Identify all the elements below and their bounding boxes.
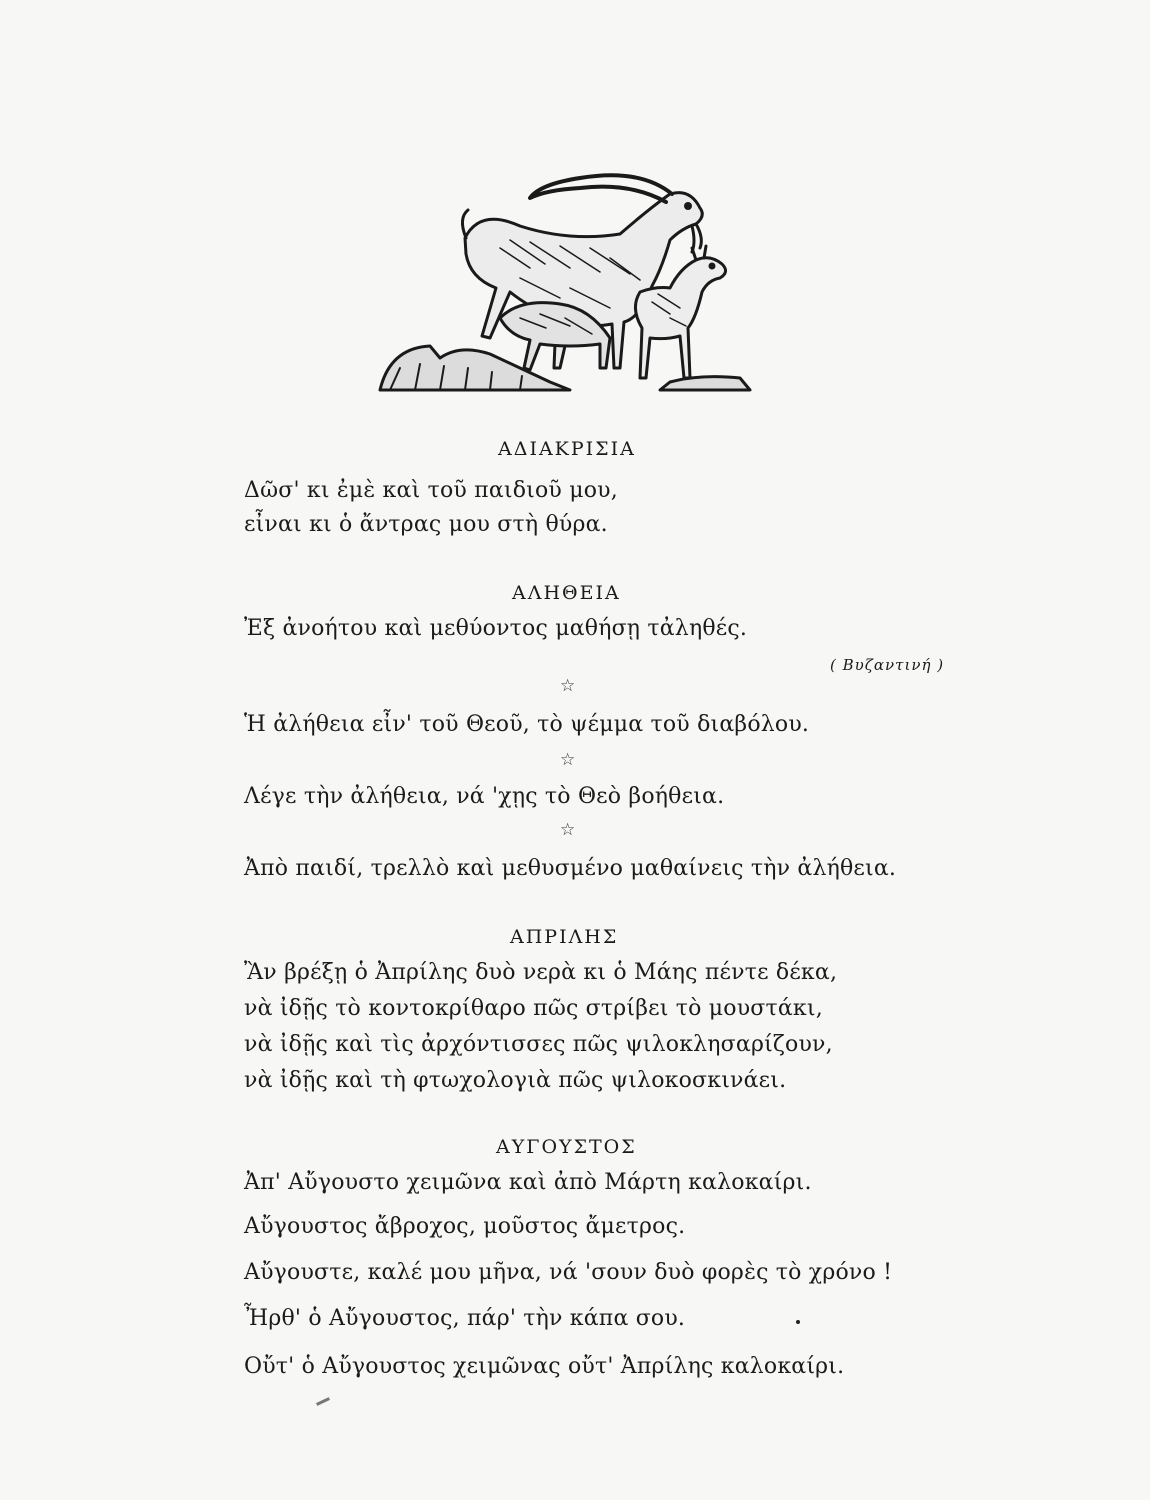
text-line: νὰ ἰδῇς καὶ τὴ φτωχολογιὰ πῶς ψιλοκοσκινάει. — [244, 1068, 787, 1093]
text-line: Αὔγουστε, καλέ μου μῆνα, νά 'σουν δυὸ φορὲς τὸ χρόνο ! — [244, 1260, 893, 1285]
text-line: Ἂν βρέξῃ ὁ Ἀπρίλης δυὸ νερὰ κι ὁ Μάης πέντε δέκα, — [244, 960, 838, 985]
text-line: Αὔγουστος ἄβροχος, μοῦστος ἄμετρος. — [244, 1214, 686, 1239]
section-heading: ΑΠΡΙΛΗΣ — [510, 926, 619, 948]
section-heading: ΑΥΓΟΥΣΤΟΣ — [496, 1136, 637, 1158]
text-line: νὰ ἰδῇς καὶ τὶς ἀρχόντισσες πῶς ψιλοκλησαρίζουν, — [244, 1032, 833, 1057]
text-line: Ἀπ' Αὔγουστο χειμῶνα καὶ ἀπὸ Μάρτη καλοκαίρι. — [244, 1170, 812, 1195]
goats-illustration-icon — [370, 168, 760, 400]
section-heading: ΑΛΗΘΕΙΑ — [512, 582, 621, 604]
ink-dot — [796, 1320, 800, 1324]
text-line: Ἡ ἀλήθεια εἶν' τοῦ Θεοῦ, τὸ ψέμμα τοῦ διαβόλου. — [244, 712, 810, 737]
star-separator: ☆ — [560, 676, 576, 696]
ink-mark — [316, 1397, 330, 1406]
star-separator: ☆ — [560, 820, 576, 840]
source-note: ( Βυζαντινή ) — [830, 656, 945, 674]
section-heading: ΑΔΙΑΚΡΙΣΙΑ — [498, 438, 636, 460]
text-line: νὰ ἰδῇς τὸ κοντοκρίθαρο πῶς στρίβει τὸ μουστάκι, — [244, 996, 823, 1021]
text-line: Δῶσ' κι ἐμὲ καὶ τοῦ παιδιοῦ μου, — [244, 478, 618, 503]
text-line: Ἦρθ' ὁ Αὔγουστος, πάρ' τὴν κάπα σου. — [244, 1306, 686, 1331]
text-line: Λέγε τὴν ἀλήθεια, νά 'χῃς τὸ Θεὸ βοήθεια. — [244, 784, 725, 809]
text-line: Οὔτ' ὁ Αὔγουστος χειμῶνας οὔτ' Ἀπρίλης καλοκαίρι. — [244, 1354, 845, 1379]
text-line: εἶναι κι ὁ ἄντρας μου στὴ θύρα. — [244, 512, 608, 537]
text-line: Ἀπὸ παιδί, τρελλὸ καὶ μεθυσμένο μαθαίνεις τὴν ἀλήθεια. — [244, 856, 897, 881]
text-line: Ἐξ ἀνοήτου καὶ μεθύοντος μαθήσῃ τἀληθές. — [244, 616, 748, 641]
star-separator: ☆ — [560, 750, 576, 770]
